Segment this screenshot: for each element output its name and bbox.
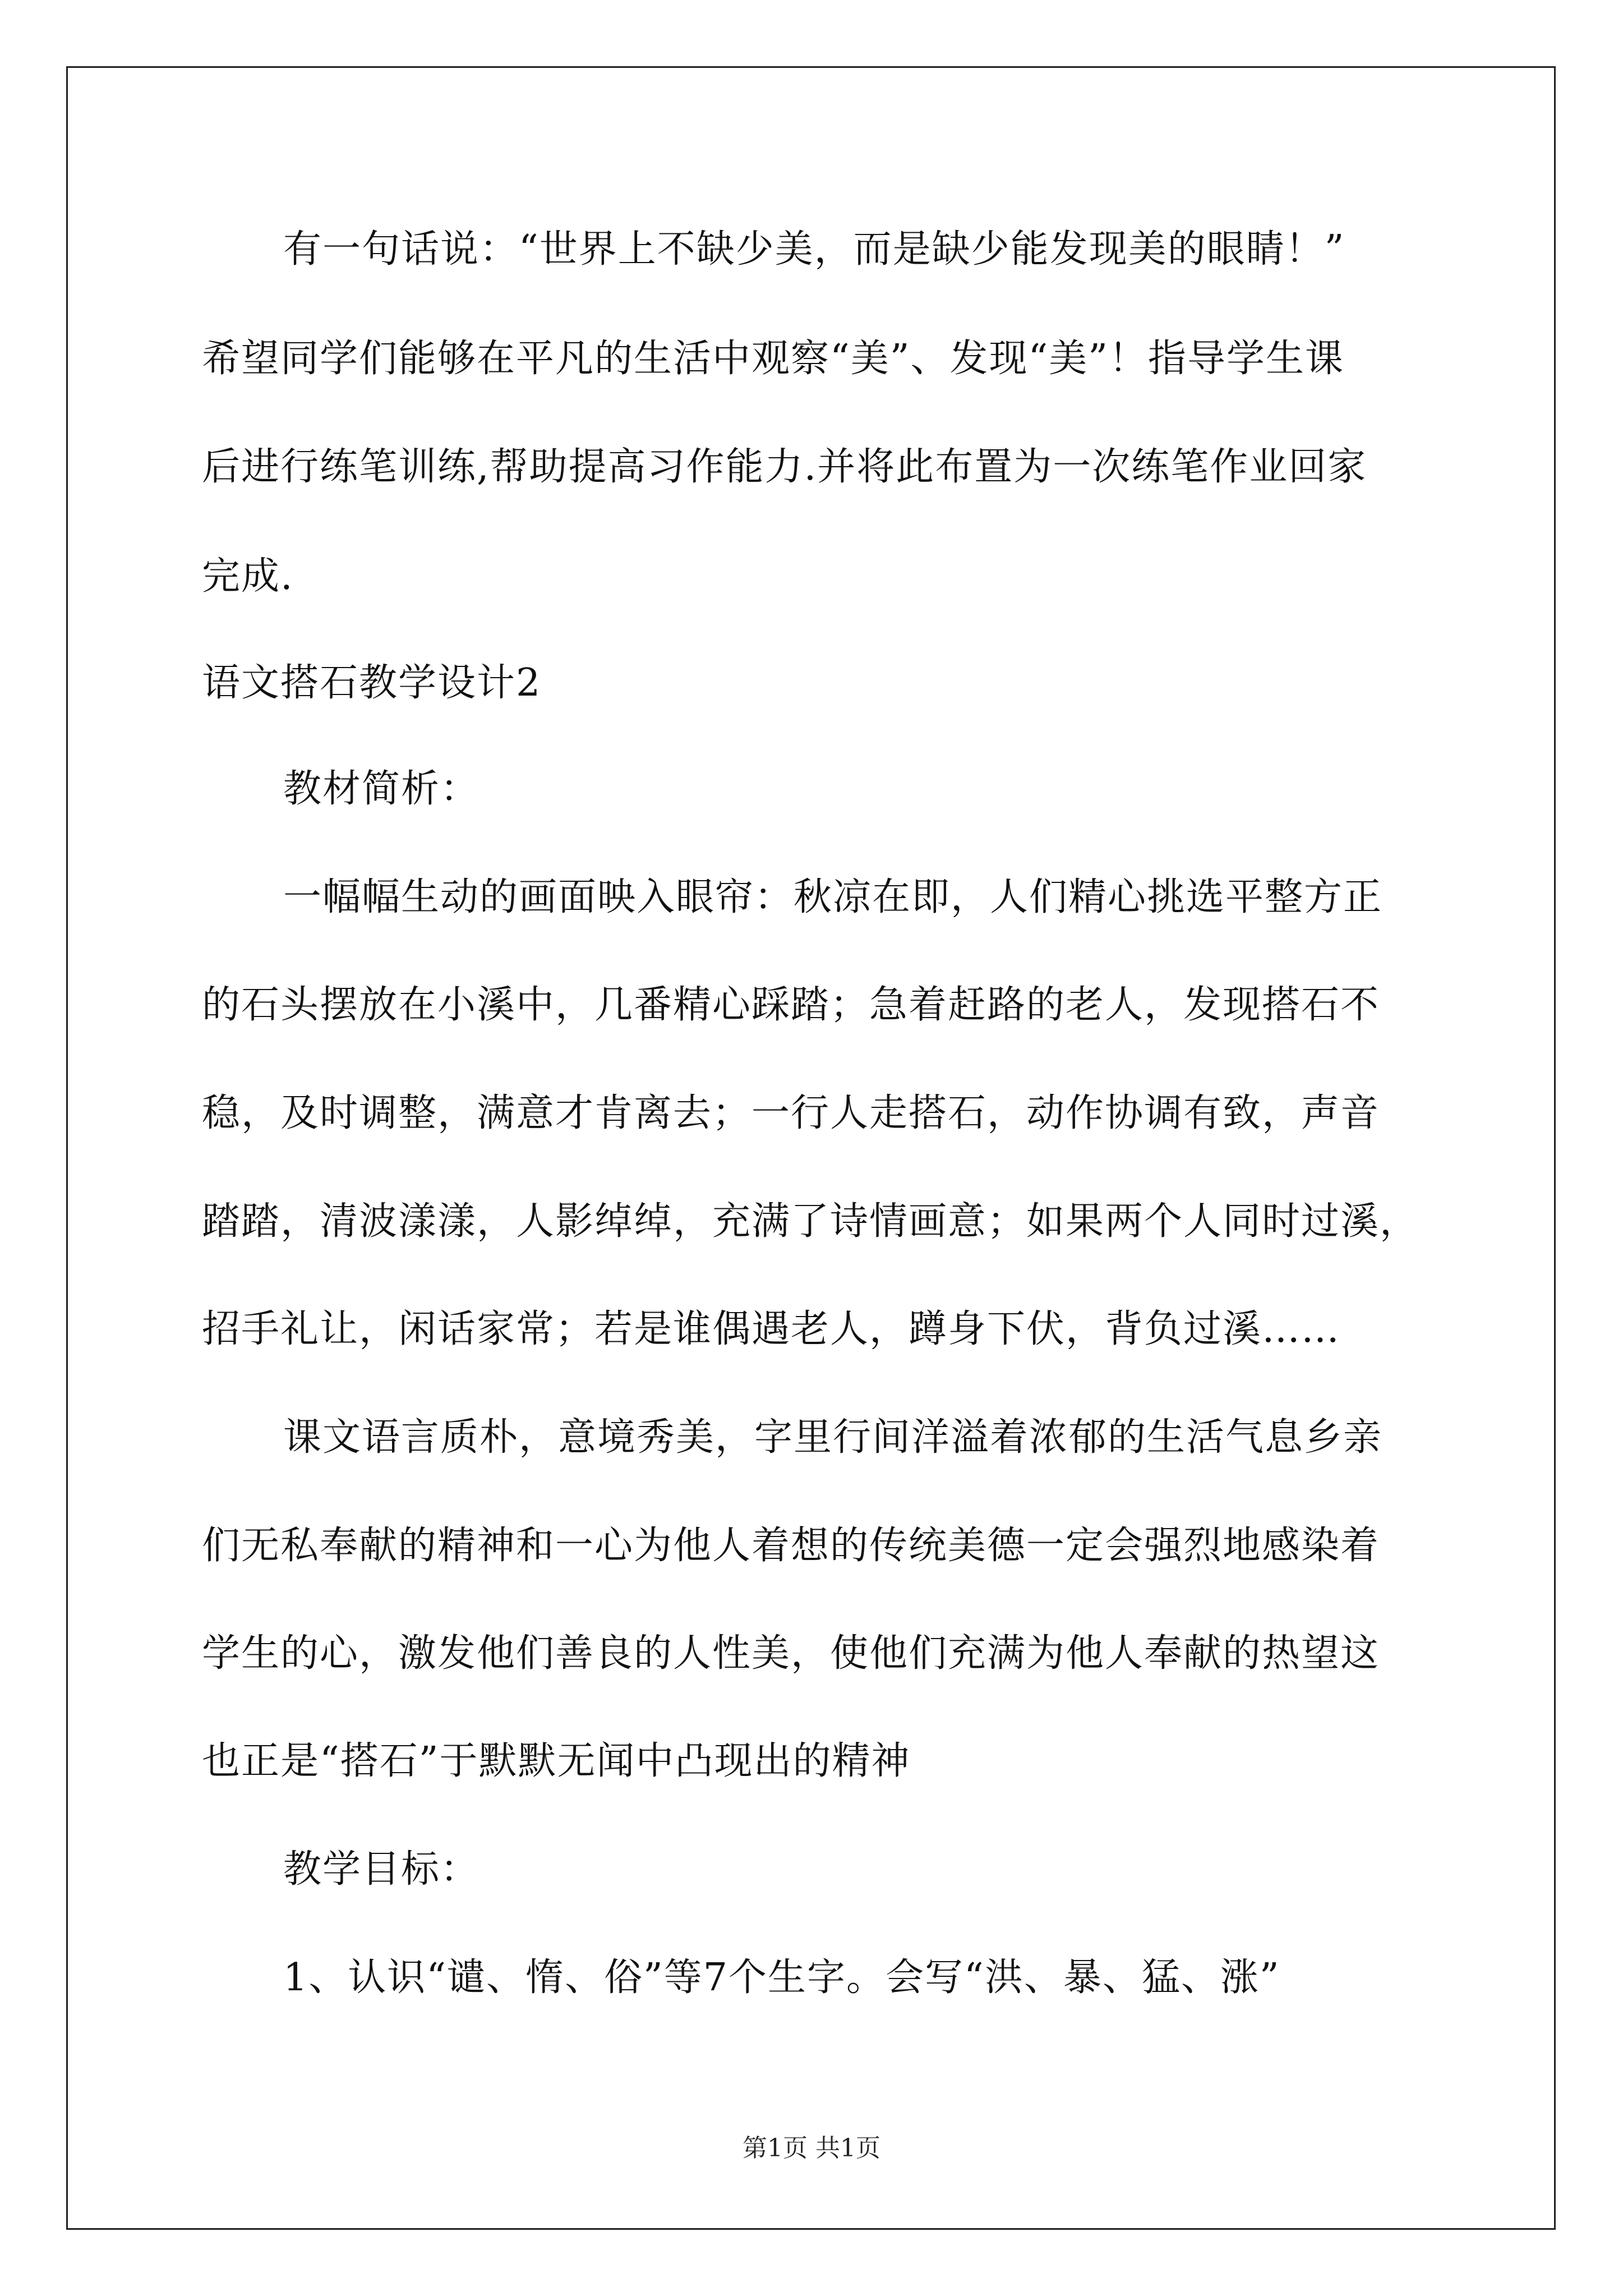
text-line: 课文语言质朴，意境秀美，字里行间洋溢着浓郁的生活气息乡亲 [283, 1415, 1383, 1460]
page-frame [66, 66, 1556, 2230]
text-line: 的石头摆放在小溪中，几番精心踩踏；急着赶路的老人，发现搭石不 [202, 983, 1380, 1027]
text-line: 招手礼让，闲话家常；若是谁偶遇老人，蹲身下伏，背负过溪…… [202, 1307, 1341, 1351]
text-line: 教材简析： [283, 767, 480, 811]
text-line: 们无私奉献的精神和一心为他人着想的传统美德一定会强烈地感染着 [202, 1524, 1380, 1568]
text-line: 稳，及时调整，满意才肯离去；一行人走搭石，动作协调有致，声音 [202, 1091, 1380, 1135]
page-footer: 第1页 共1页 [743, 2134, 880, 2162]
text-line: 一幅幅生动的画面映入眼帘：秋凉在即，人们精心挑选平整方正 [283, 875, 1383, 919]
text-line: 有一句话说：“世界上不缺少美，而是缺少能发现美的眼睛！” [283, 227, 1345, 272]
text-line: 学生的心，激发他们善良的人性美，使他们充满为他人奉献的热望这 [202, 1631, 1380, 1676]
text-line: 踏踏，清波漾漾，人影绰绰，充满了诗情画意；如果两个人同时过溪， [202, 1199, 1419, 1244]
text-line: 希望同学们能够在平凡的生活中观察“美”、发现“美”！指导学生课 [202, 337, 1345, 381]
text-line: 也正是“搭石”于默默无闻中凸现出的精神 [202, 1739, 911, 1783]
text-line: 后进行练笔训练,帮助提高习作能力.并将此布置为一次练笔作业回家 [202, 445, 1367, 489]
text-line: 1、认识“谴、惰、俗”等7个生字。会写“洪、暴、猛、涨” [283, 1955, 1280, 2000]
text-line: 教学目标： [283, 1847, 480, 1892]
section-heading: 语文搭石教学设计2 [202, 661, 542, 705]
text-line: 完成. [202, 554, 294, 599]
